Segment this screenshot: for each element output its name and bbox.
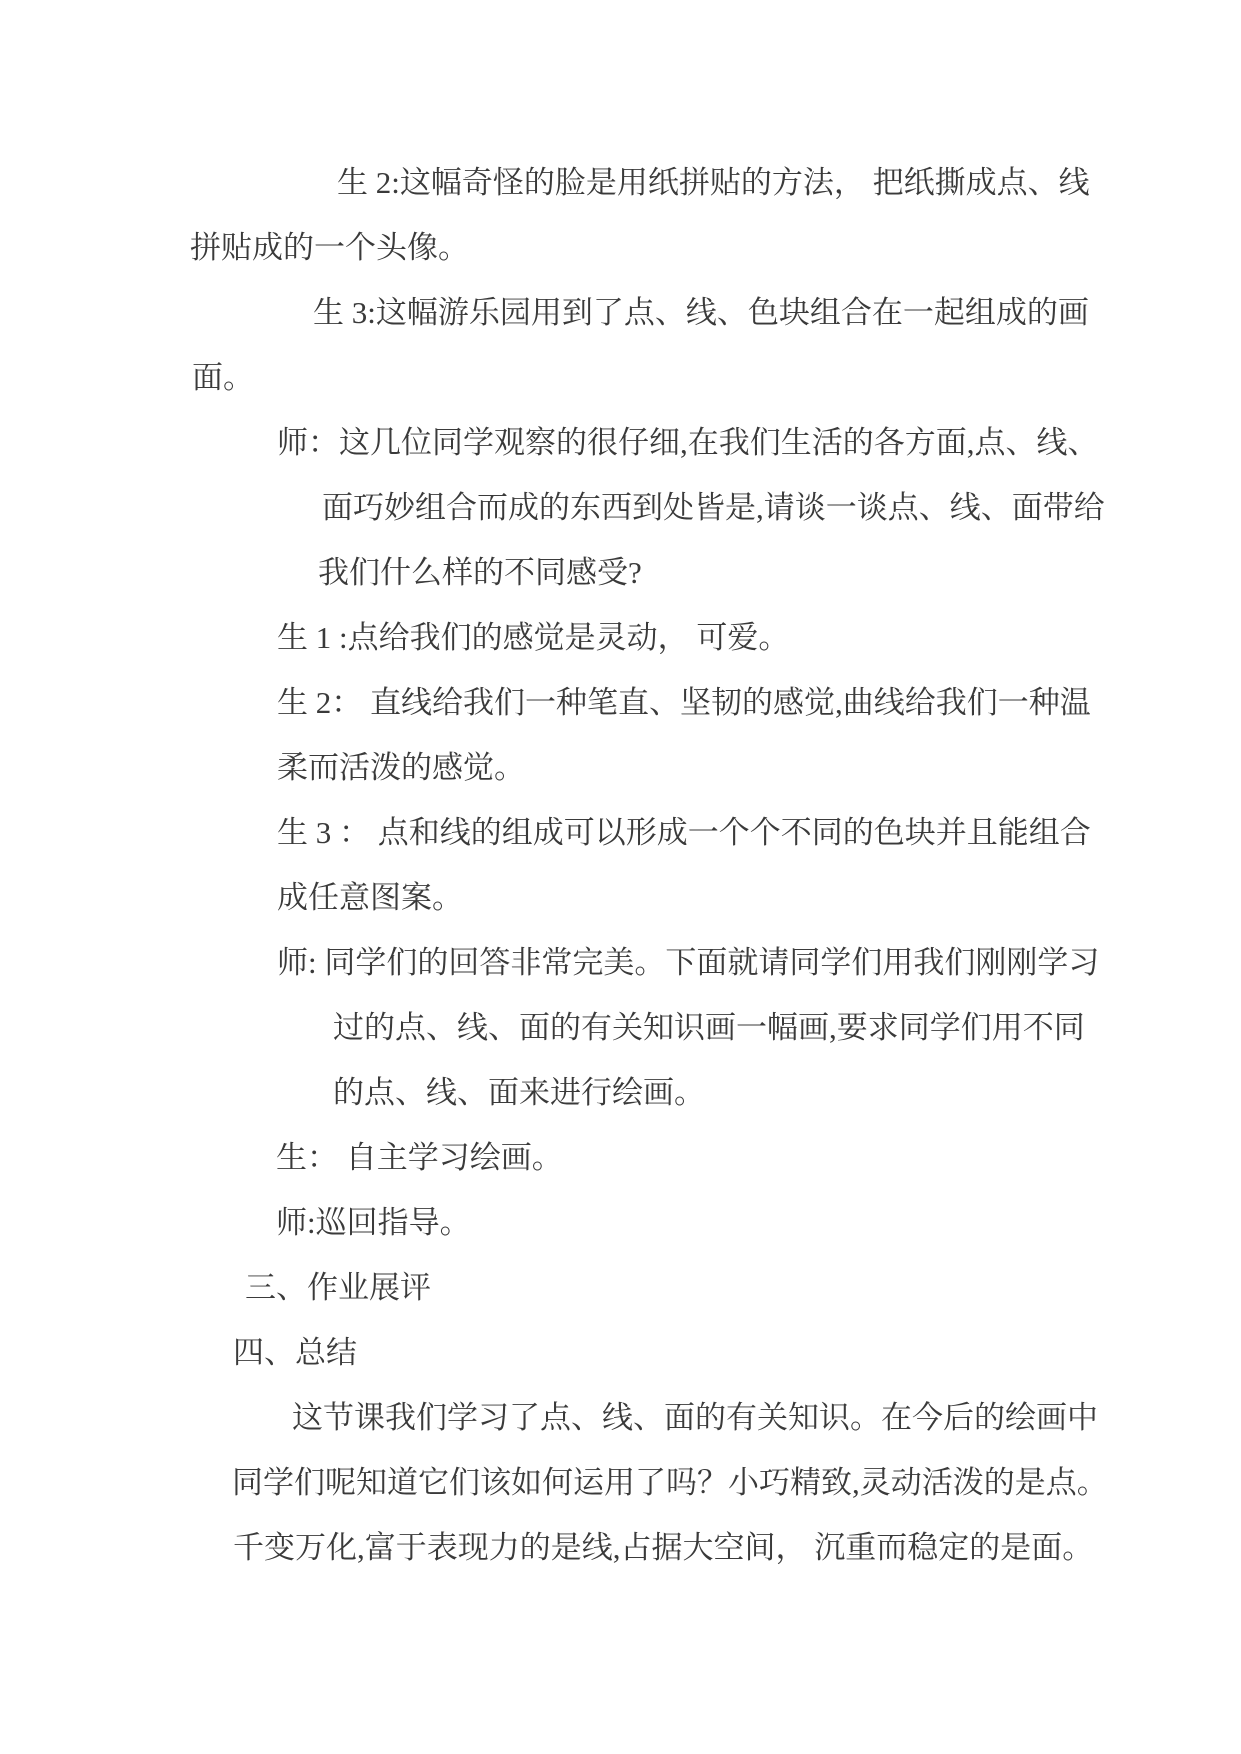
section-heading-4: 四、总结	[233, 1335, 357, 1370]
dialogue-line-continuation: 我们什么样的不同感受?	[318, 555, 642, 590]
dialogue-line-student3: 生 3:这幅游乐园用到了点、线、色块组合在一起组成的画	[313, 295, 1089, 330]
dialogue-line-student2: 生 2： 直线给我们一种笔直、坚韧的感觉,曲线给我们一种温	[277, 685, 1091, 720]
dialogue-line-student2: 生 2:这幅奇怪的脸是用纸拼贴的方法， 把纸撕成点、线	[337, 165, 1090, 200]
dialogue-line-continuation: 过的点、线、面的有关知识画一幅画,要求同学们用不同	[333, 1010, 1085, 1045]
dialogue-line-student1: 生 1 :点给我们的感觉是灵动， 可爱。	[277, 620, 790, 655]
summary-paragraph-line: 这节课我们学习了点、线、面的有关知识。在今后的绘画中	[292, 1400, 1098, 1435]
section-heading-3: 三、作业展评	[245, 1270, 431, 1305]
summary-paragraph-line: 千变万化,富于表现力的是线,占据大空间， 沉重而稳定的是面。	[233, 1530, 1094, 1565]
summary-paragraph-line: 同学们呢知道它们该如何运用了吗？小巧精致,灵动活泼的是点。	[232, 1465, 1108, 1500]
dialogue-line-teacher: 师:巡回指导。	[276, 1205, 471, 1240]
dialogue-line-continuation: 成任意图案。	[277, 880, 463, 915]
dialogue-line-continuation: 柔而活泼的感觉。	[277, 750, 525, 785]
dialogue-line-continuation: 面。	[192, 360, 254, 395]
dialogue-line-continuation: 的点、线、面来进行绘画。	[333, 1075, 705, 1110]
dialogue-line-continuation: 面巧妙组合而成的东西到处皆是,请谈一谈点、线、面带给	[322, 490, 1105, 525]
dialogue-line-teacher: 师: 同学们的回答非常完美。下面就请同学们用我们刚刚学习	[277, 945, 1100, 980]
dialogue-line-student3: 生 3 ： 点和线的组成可以形成一个个不同的色块并且能组合	[277, 815, 1091, 850]
dialogue-line-student: 生： 自主学习绘画。	[276, 1140, 563, 1175]
dialogue-line-teacher: 师：这几位同学观察的很仔细,在我们生活的各方面,点、线、	[277, 425, 1099, 460]
dialogue-line-continuation: 拼贴成的一个头像。	[190, 230, 469, 265]
